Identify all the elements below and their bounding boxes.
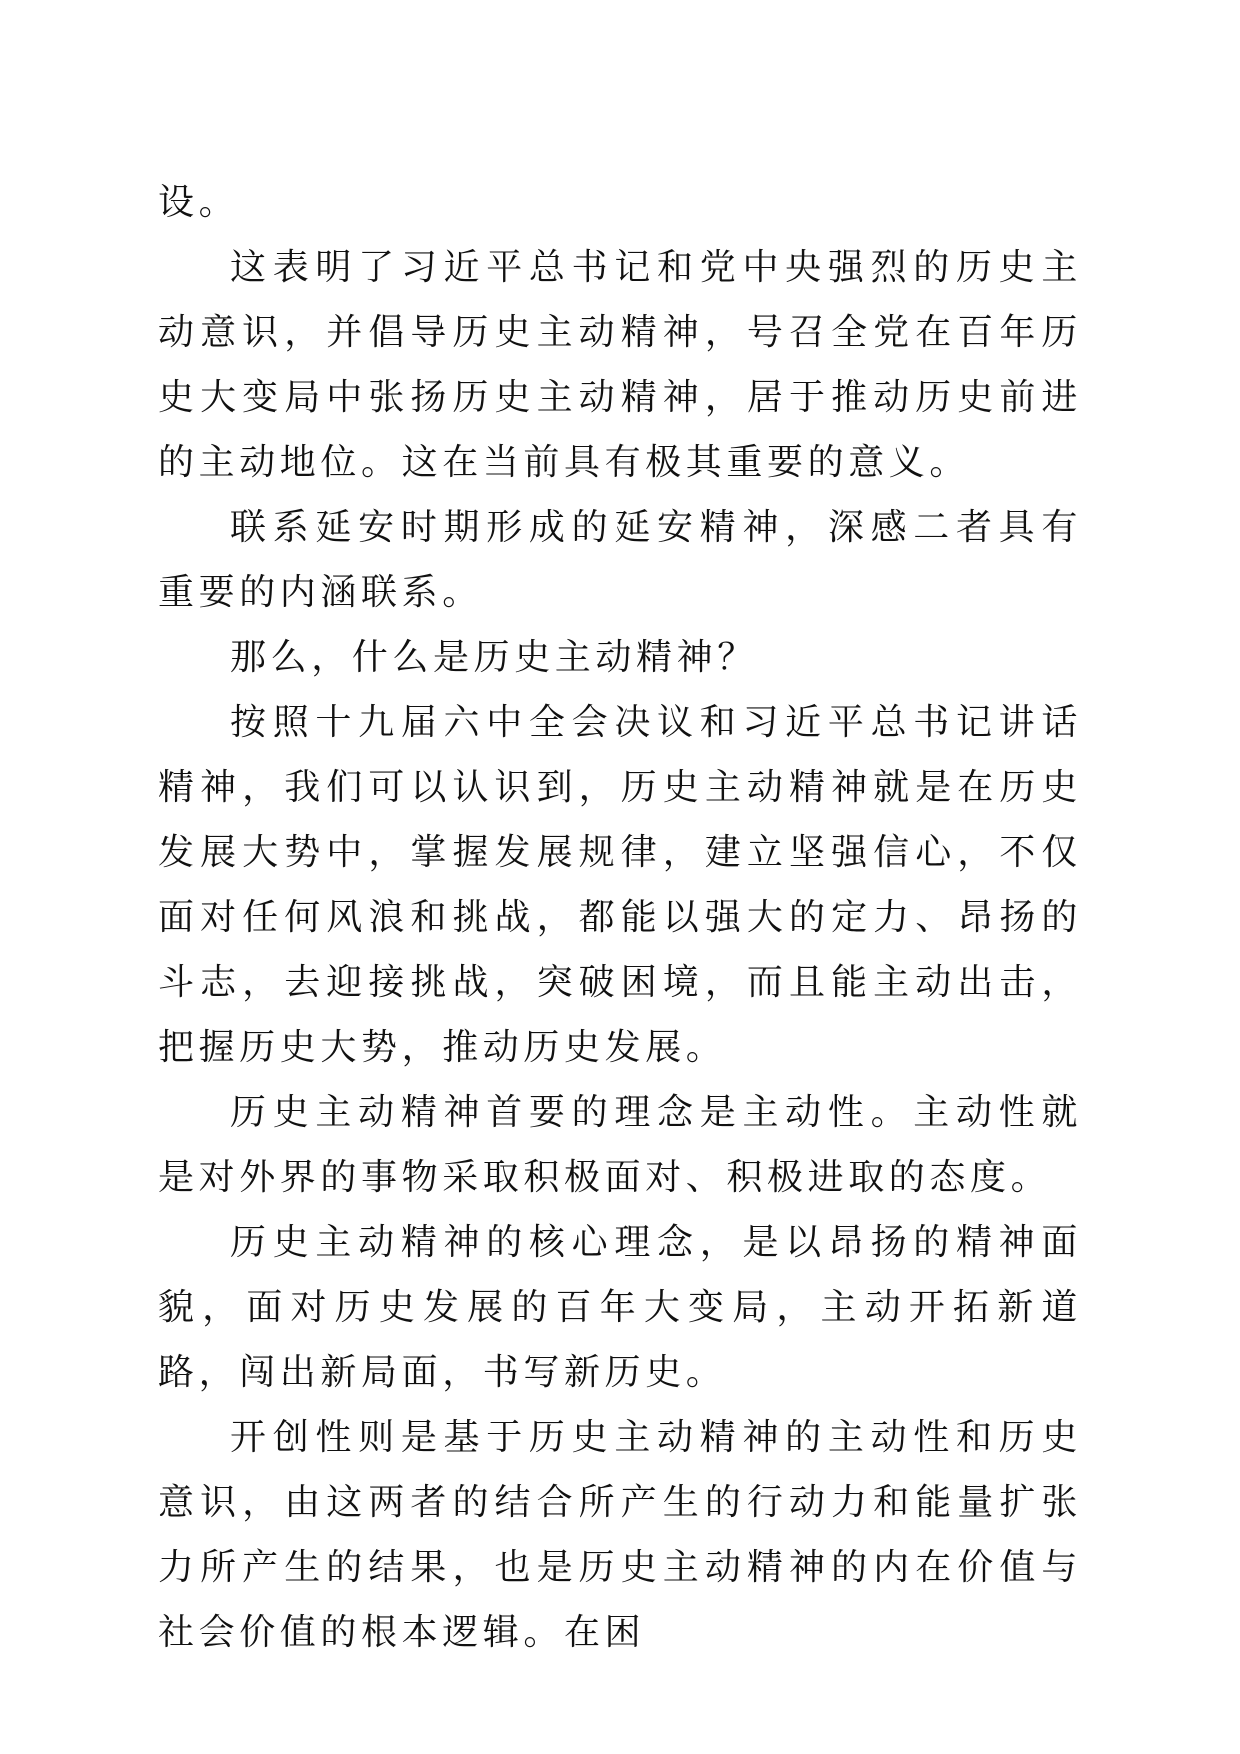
document-page: [158, 170, 1082, 1665]
paragraph-historical-initiative-consciousness: 这表明了习近平总书记和党中央强烈的历史主动意识，并倡导历史主动精神，号召全党在百年历史大变局中张扬历史主动精神，居于推动历史前进的主动地位。这在当前具有极其重要的意义。: [158, 247, 1082, 483]
paragraph-yanan-spirit-connection: 联系延安时期形成的延安精神，深感二者具有重要的内涵联系。: [158, 507, 1082, 613]
paragraph-continuation: 设。: [158, 182, 240, 223]
paragraph-pioneering-nature: 开创性则是基于历史主动精神的主动性和历史意识，由这两者的结合所产生的行动力和能量扩张力所产生的结果，也是历史主动精神的内在价值与社会价值的根本逻辑。在困: [158, 1417, 1082, 1653]
paragraph-core-concept: 历史主动精神的核心理念，是以昂扬的精神面貌，面对历史发展的百年大变局，主动开拓新道路，闯出新局面，书写新历史。: [158, 1222, 1082, 1393]
paragraph-initiative-concept: 历史主动精神首要的理念是主动性。主动性就是对外界的事物采取积极面对、积极进取的态度。: [158, 1092, 1082, 1198]
paragraph-definition: 按照十九届六中全会决议和习近平总书记讲话精神，我们可以认识到，历史主动精神就是在历史发展大势中，掌握发展规律，建立坚强信心，不仅面对任何风浪和挑战，都能以强大的定力、昂扬的斗志，去迎接挑战，突破困境，而且能主动出击，把握历史大势，推动历史发展。: [158, 702, 1082, 1068]
paragraph-question: 那么，什么是历史主动精神？: [230, 637, 758, 678]
